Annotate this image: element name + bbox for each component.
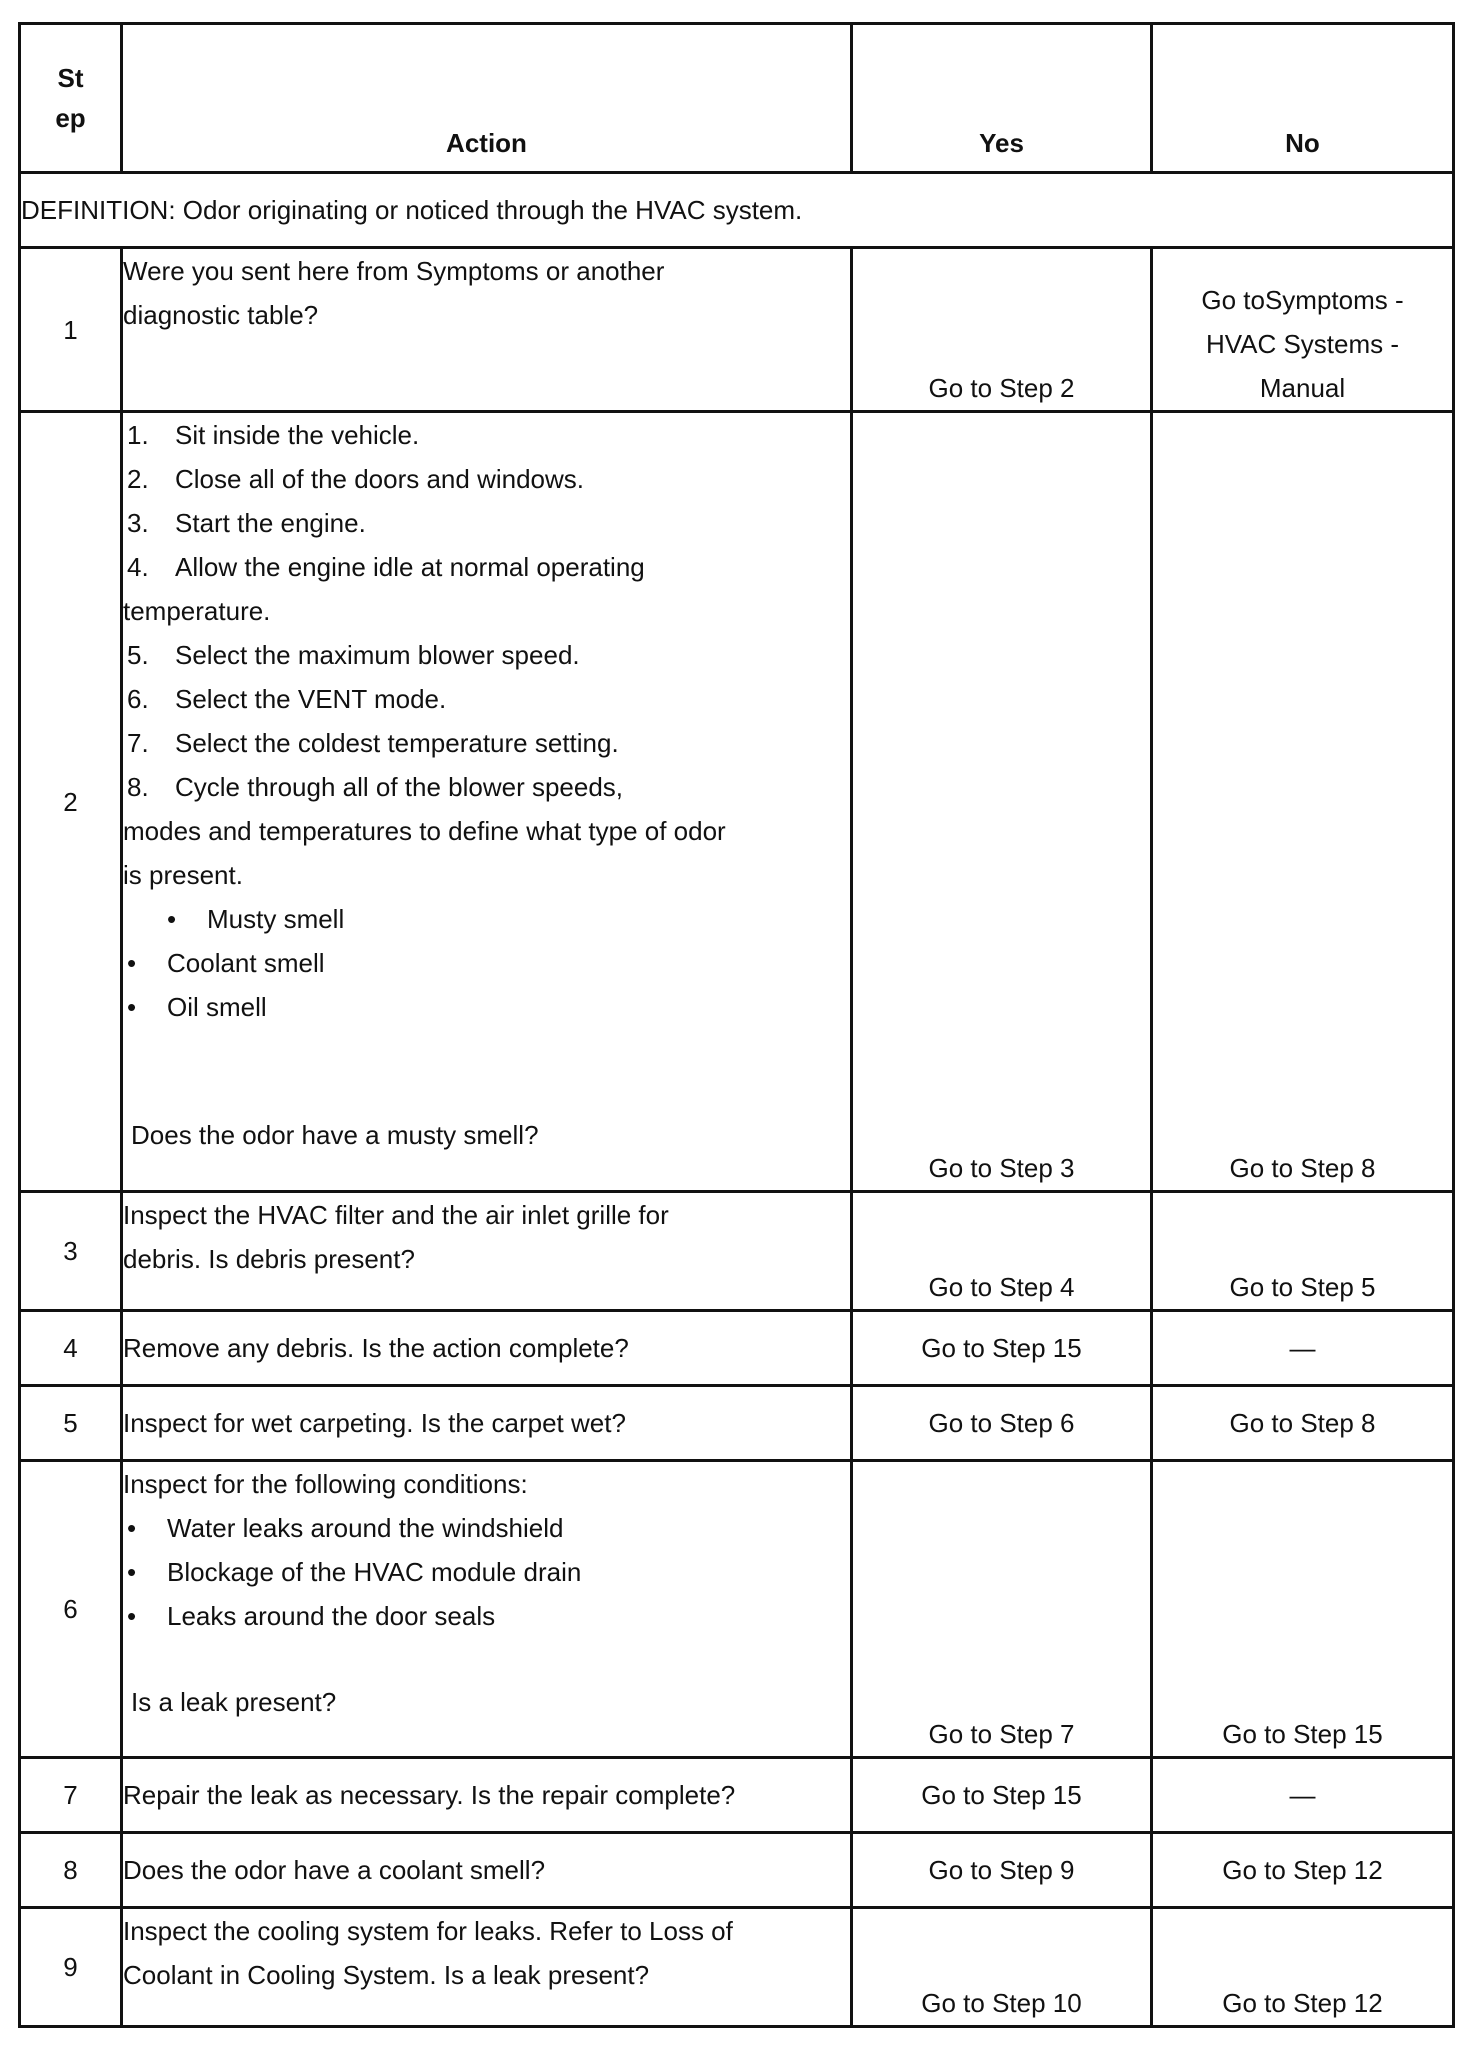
step-number: 2 xyxy=(20,412,122,1192)
table-row xyxy=(20,1192,1454,1311)
bullet-icon: • xyxy=(127,1513,137,1543)
action-line: debris. Is debris present? xyxy=(123,1244,415,1274)
yes-cell: Go to Step 3 xyxy=(852,412,1152,1192)
bullet-icon: • xyxy=(167,904,177,934)
yes-cell: Go to Step 9 xyxy=(852,1833,1152,1908)
table-row xyxy=(20,1386,1454,1461)
no-line: HVAC Systems - xyxy=(1205,329,1400,359)
item-text: Cycle through all of the blower speeds, xyxy=(175,772,624,802)
numbered-item xyxy=(123,677,850,721)
action-line: Coolant in Cooling System. Is a leak present? xyxy=(123,1960,650,1990)
no-cell xyxy=(1152,248,1454,412)
bullet-text: Water leaks around the windshield xyxy=(167,1513,564,1543)
action-line: Inspect the HVAC filter and the air inlet grille for xyxy=(123,1200,669,1230)
item-number: 6. xyxy=(127,684,149,714)
step-number: 5 xyxy=(20,1386,122,1461)
item-number: 1. xyxy=(127,420,149,450)
no-cell: Go to Step 5 xyxy=(1152,1192,1454,1311)
numbered-item xyxy=(123,457,850,501)
table-row xyxy=(20,1833,1454,1908)
question-text: Does the odor have a musty smell? xyxy=(131,1120,539,1150)
no-cell: Go to Step 12 xyxy=(1152,1908,1454,2027)
bullet-item xyxy=(123,941,850,985)
no-cell: Go to Step 8 xyxy=(1152,412,1454,1192)
item-number: 4. xyxy=(127,552,149,582)
table-row xyxy=(20,1758,1454,1833)
step-number: 9 xyxy=(20,1908,122,2027)
step-number: 4 xyxy=(20,1311,122,1386)
action-cell xyxy=(122,248,852,412)
table-row xyxy=(20,1461,1454,1758)
numbered-item xyxy=(123,765,850,809)
yes-cell: Go to Step 4 xyxy=(852,1192,1152,1311)
step-number: 8 xyxy=(20,1833,122,1908)
action-cell: Remove any debris. Is the action complete? xyxy=(122,1311,852,1386)
no-cell: — xyxy=(1152,1758,1454,1833)
continuation-text: temperature. xyxy=(123,596,271,626)
no-line: Manual xyxy=(1259,373,1346,403)
definition-row xyxy=(20,173,1454,248)
numbered-item xyxy=(123,721,850,765)
header-row xyxy=(20,24,1454,173)
bullet-text: Oil smell xyxy=(167,992,267,1022)
bullet-text: Leaks around the door seals xyxy=(167,1601,496,1631)
continuation-text: is present. xyxy=(123,860,243,890)
action-cell: Does the odor have a coolant smell? xyxy=(122,1833,852,1908)
no-cell: Go to Step 12 xyxy=(1152,1833,1454,1908)
item-number: 7. xyxy=(127,728,149,758)
numbered-item xyxy=(123,633,850,677)
numbered-item xyxy=(123,501,850,545)
no-cell: Go to Step 15 xyxy=(1152,1461,1454,1758)
table-row xyxy=(20,1908,1454,2027)
header-yes-label: Yes xyxy=(979,128,1024,158)
numbered-item xyxy=(123,545,850,589)
action-cell xyxy=(122,412,852,1192)
item-text: Close all of the doors and windows. xyxy=(175,464,585,494)
header-yes xyxy=(852,24,1152,173)
header-no-label: No xyxy=(1285,128,1320,158)
step-number: 1 xyxy=(20,248,122,412)
question-text: Is a leak present? xyxy=(131,1687,337,1717)
bullet-icon: • xyxy=(127,1557,137,1587)
item-text: Allow the engine idle at normal operating xyxy=(175,552,645,582)
item-text: Sit inside the vehicle. xyxy=(175,420,420,450)
table-row xyxy=(20,1311,1454,1386)
action-cell: Inspect for wet carpeting. Is the carpet wet? xyxy=(122,1386,852,1461)
header-action-label: Action xyxy=(446,128,527,158)
yes-cell: Go to Step 10 xyxy=(852,1908,1152,2027)
item-number: 2. xyxy=(127,464,149,494)
action-cell xyxy=(122,1908,852,2027)
yes-cell: Go to Step 15 xyxy=(852,1311,1152,1386)
action-cell xyxy=(122,1192,852,1311)
item-number: 5. xyxy=(127,640,149,670)
table-row xyxy=(20,248,1454,412)
action-line: Were you sent here from Symptoms or another xyxy=(123,256,665,286)
continuation-text: modes and temperatures to define what type of odor xyxy=(123,816,726,846)
item-number: 8. xyxy=(127,772,149,802)
header-no xyxy=(1152,24,1454,173)
diagnostic-table xyxy=(18,22,1455,2028)
bullet-text: Blockage of the HVAC module drain xyxy=(167,1557,582,1587)
yes-cell: Go to Step 15 xyxy=(852,1758,1152,1833)
action-line: diagnostic table? xyxy=(123,300,319,330)
item-number: 3. xyxy=(127,508,149,538)
action-cell xyxy=(122,1461,852,1758)
header-step xyxy=(20,24,122,173)
header-action xyxy=(122,24,852,173)
bullet-icon: • xyxy=(127,1601,137,1631)
bullet-item xyxy=(123,1594,850,1638)
header-step-line1: St xyxy=(57,63,84,93)
bullet-icon: • xyxy=(127,992,137,1022)
no-cell: — xyxy=(1152,1311,1454,1386)
item-text: Select the coldest temperature setting. xyxy=(175,728,619,758)
bullet-item xyxy=(123,1550,850,1594)
action-line: Inspect the cooling system for leaks. Refer to Loss of xyxy=(123,1916,733,1946)
item-text: Start the engine. xyxy=(175,508,366,538)
bullet-item xyxy=(123,1506,850,1550)
step-number: 7 xyxy=(20,1758,122,1833)
yes-cell: Go to Step 6 xyxy=(852,1386,1152,1461)
step-number: 6 xyxy=(20,1461,122,1758)
action-cell: Repair the leak as necessary. Is the repair complete? xyxy=(122,1758,852,1833)
item-text: Select the VENT mode. xyxy=(175,684,447,714)
table-row xyxy=(20,412,1454,1192)
no-line: Go toSymptoms - xyxy=(1201,285,1404,315)
yes-cell: Go to Step 2 xyxy=(852,248,1152,412)
bullet-item xyxy=(123,985,850,1029)
bullet-text: Musty smell xyxy=(207,904,345,934)
bullet-icon: • xyxy=(127,948,137,978)
no-cell: Go to Step 8 xyxy=(1152,1386,1454,1461)
step-number: 3 xyxy=(20,1192,122,1311)
bullet-item xyxy=(123,897,850,941)
item-text: Select the maximum blower speed. xyxy=(175,640,580,670)
numbered-item xyxy=(123,413,850,457)
bullet-text: Coolant smell xyxy=(167,948,325,978)
yes-cell: Go to Step 7 xyxy=(852,1461,1152,1758)
header-step-line2: ep xyxy=(55,103,86,133)
definition-text: DEFINITION: Odor originating or noticed through the HVAC system. xyxy=(20,173,1454,248)
intro-text: Inspect for the following conditions: xyxy=(123,1469,528,1499)
